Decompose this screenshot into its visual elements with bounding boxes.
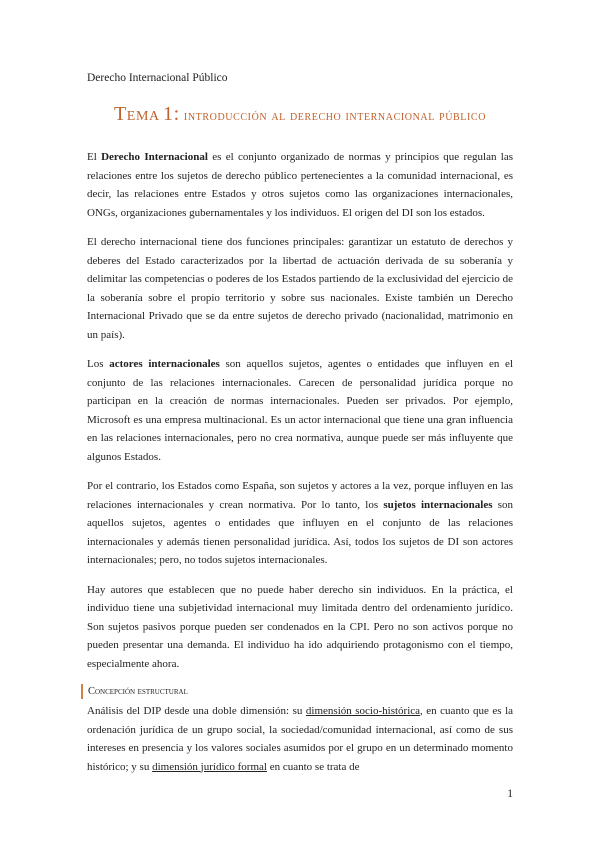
p3-text-a: Los (87, 358, 110, 370)
paragraph-5: Hay autores que establecen que no puede haber derecho sin individuos. En la práctica, el individuo tiene una subjetividad internacional muy limitada dentro del ordenamiento jurídico. Son sujetos pasivos porque pueden ser condenados en la CPI. Pero no son activos porque no pueden presentar una demanda. El individuo ha ido adquiriendo protagonismo con el tiempo, especialmente ahora. (87, 583, 513, 670)
p3-text-c: son aquellos sujetos, agentes o entidades que influyen en el conjunto de las relaciones internacionales. Carecen de personalidad jurídica porque no participan en la creación de normas internacionales. Pueden ser privados. Por ejemplo, Microsoft es una empresa multinacional. Es un actor internacional que tiene una gran influencia en las relaciones internacionales, pero no crea normativa, aunque puede ser más influyente que algunos Estados. (87, 358, 513, 463)
paragraph-2: El derecho internacional tiene dos funciones principales: garantizar un estatuto de derechos y deberes del Estado caracterizados por la libertad de actuación derivada de su soberanía y delimitar las competencias o poderes de los Estados partiendo de la exclusividad del ejercicio de la soberanía sobre el propio territorio y sobre sus nacionales. Existe también un Derecho Internacional Privado que se da entre sujetos de derecho privado (nacionalidad, matrimonio en un país). (87, 236, 513, 341)
title-initial-rest: EMA (126, 109, 159, 124)
p6-text-b: , en cuanto que es la ordenación jurídica de un grupo social, la sociedad/comunidad internacional, así como de sus intereses en presencia y los valores sociales asumidos por el grupo en un determinado momento histórico; y su (87, 705, 514, 773)
chapter-title (87, 103, 513, 128)
document-body (87, 148, 513, 787)
title-initial: T (113, 103, 127, 125)
p4-text-c: son aquellos sujetos, agentes o entidades que influyen en el conjunto de las relaciones internacionales y además tienen personalidad jurídica. Así, todos los sujetos de DI son actores internacionales; pero, no todos sujetos internacionales. (87, 498, 513, 566)
p1-text-a: El (87, 151, 102, 163)
paragraph-4 (87, 477, 513, 570)
p3-bold-term: actores internacionales (109, 358, 220, 370)
p6-text-c: en cuanto se trata de (266, 760, 360, 773)
p4-text-a: Por el contrario, los Estados como España, son sujetos y actores a la vez, porque influyen en las relaciones internacionales y crean normativa. Por lo tanto, los (87, 480, 513, 511)
p6-text-a: Análisis del DIP desde una doble dimensión: su (87, 705, 306, 717)
p1-text-c: es el conjunto organizado de normas y principios que regulan las relaciones entre los sujetos de derecho público pertenecientes a la comunidad internacional, es decir, las relaciones entre Estados y otros sujetos como las organizaciones internacionales, ONGs, organizaciones gubernamentales y los individuos. El origen del DI son los estados. (87, 151, 514, 219)
p6-underlined-term-1: dimensión socio-histórica (305, 705, 421, 717)
paragraph-3 (87, 355, 513, 466)
p6-underlined-term-2: dimensión jurídico formal (152, 760, 267, 773)
p1-bold-term: Derecho Internacional (101, 151, 208, 163)
section-heading: Concepción estructural (81, 684, 513, 699)
title-rest: introducción al derecho internacional público (183, 109, 487, 124)
paragraph-1 (87, 148, 513, 222)
running-header: Derecho Internacional Público (87, 72, 228, 84)
page-number: 1 (507, 788, 513, 800)
p4-bold-term: sujetos internacionales (383, 498, 493, 511)
paragraph-6 (87, 702, 513, 776)
title-number: 1: (163, 103, 180, 125)
